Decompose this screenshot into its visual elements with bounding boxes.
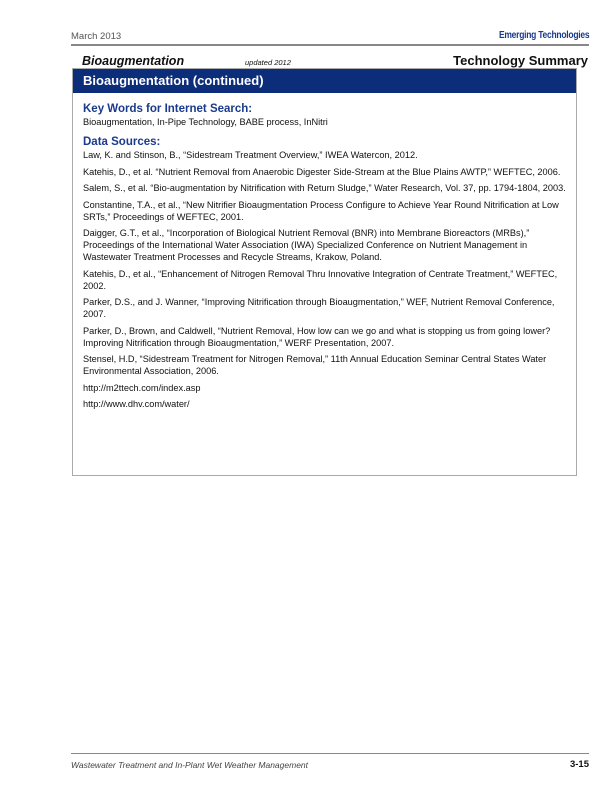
page-number: 3-15 [569, 759, 589, 770]
footer-rule [71, 753, 589, 754]
keywords-heading: Key Words for Internet Search: [83, 103, 253, 115]
source: Law, K. and Stinson, B., “Sidestream Treatment Overview,” IWEA Watercon, 2012. [83, 150, 418, 160]
technology-name: Bioaugmentation [82, 54, 185, 68]
source: Daigger, G.T., et al., “Incorporation of Biological Nutrient Removal (BNR) into Membrane Bioreactors (MRBs),” Proceedings of the International Water Association (IWA) Specialized Conference on Nutrient Management in Wastewater Treatment Processes and Recycle Streams, Krakow, Poland. [83, 228, 530, 262]
updated-label: updated 2012 [245, 58, 291, 67]
source: Parker, D., Brown, and Caldwell, “Nutrient Removal, How low can we go and what is stopping us from going lower? Improving Nitrification through Bioaugmentation,” WERF Presentation, 2007. [83, 325, 551, 348]
header-rule [71, 44, 589, 46]
summary-label: Technology Summary [453, 53, 588, 68]
footer-title: Wastewater Treatment and In-Plant Wet Weather Management [71, 760, 309, 770]
sources-heading: Data Sources: [83, 136, 161, 148]
source: Parker, D.S., and J. Wanner, “Improving Nitrification through Bioaugmentation,” WEF, Nutrient Removal Conference, 2007. [83, 297, 555, 319]
header-date: March 2013 [71, 31, 122, 42]
source: Salem, S., et al. “Bio-augmentation by Nitrification with Return Sludge,” Water Research, Vol. 37, pp. 1794-1804, 2003. [83, 183, 566, 193]
source-link[interactable]: http://m2ttech.com/index.asp [83, 382, 201, 393]
source: Stensel, H.D, “Sidestream Treatment for Nitrogen Removal,” 11th Annual Education Seminar Central States Water Environmental Association, 2006. [83, 354, 547, 376]
banner: Bioaugmentation (continued) [73, 69, 576, 94]
summary-box [72, 68, 577, 476]
header-series: Emerging Technologies [498, 30, 589, 41]
source: Katehis, D., et al., “Enhancement of Nitrogen Removal Thru Innovative Integration of Centrate Treatment,” WEFTEC, 2002. [83, 268, 558, 291]
source: Constantine, T.A., et al., “New Nitrifier Bioaugmentation Process Configure to Achieve Year Round Nitrification at Low SRTs,” Proceedings of WEFTEC, 2001. [83, 199, 559, 222]
source: Katehis, D., et al. “Nutrient Removal from Anaerobic Digester Side-Stream at the Blue Plains AWTP,” WEFTEC, 2006. [83, 166, 561, 177]
source-link[interactable]: http://www.dhv.com/water/ [83, 399, 190, 409]
keywords: Bioaugmentation, In-Pipe Technology, BABE process, InNitri [83, 117, 328, 127]
